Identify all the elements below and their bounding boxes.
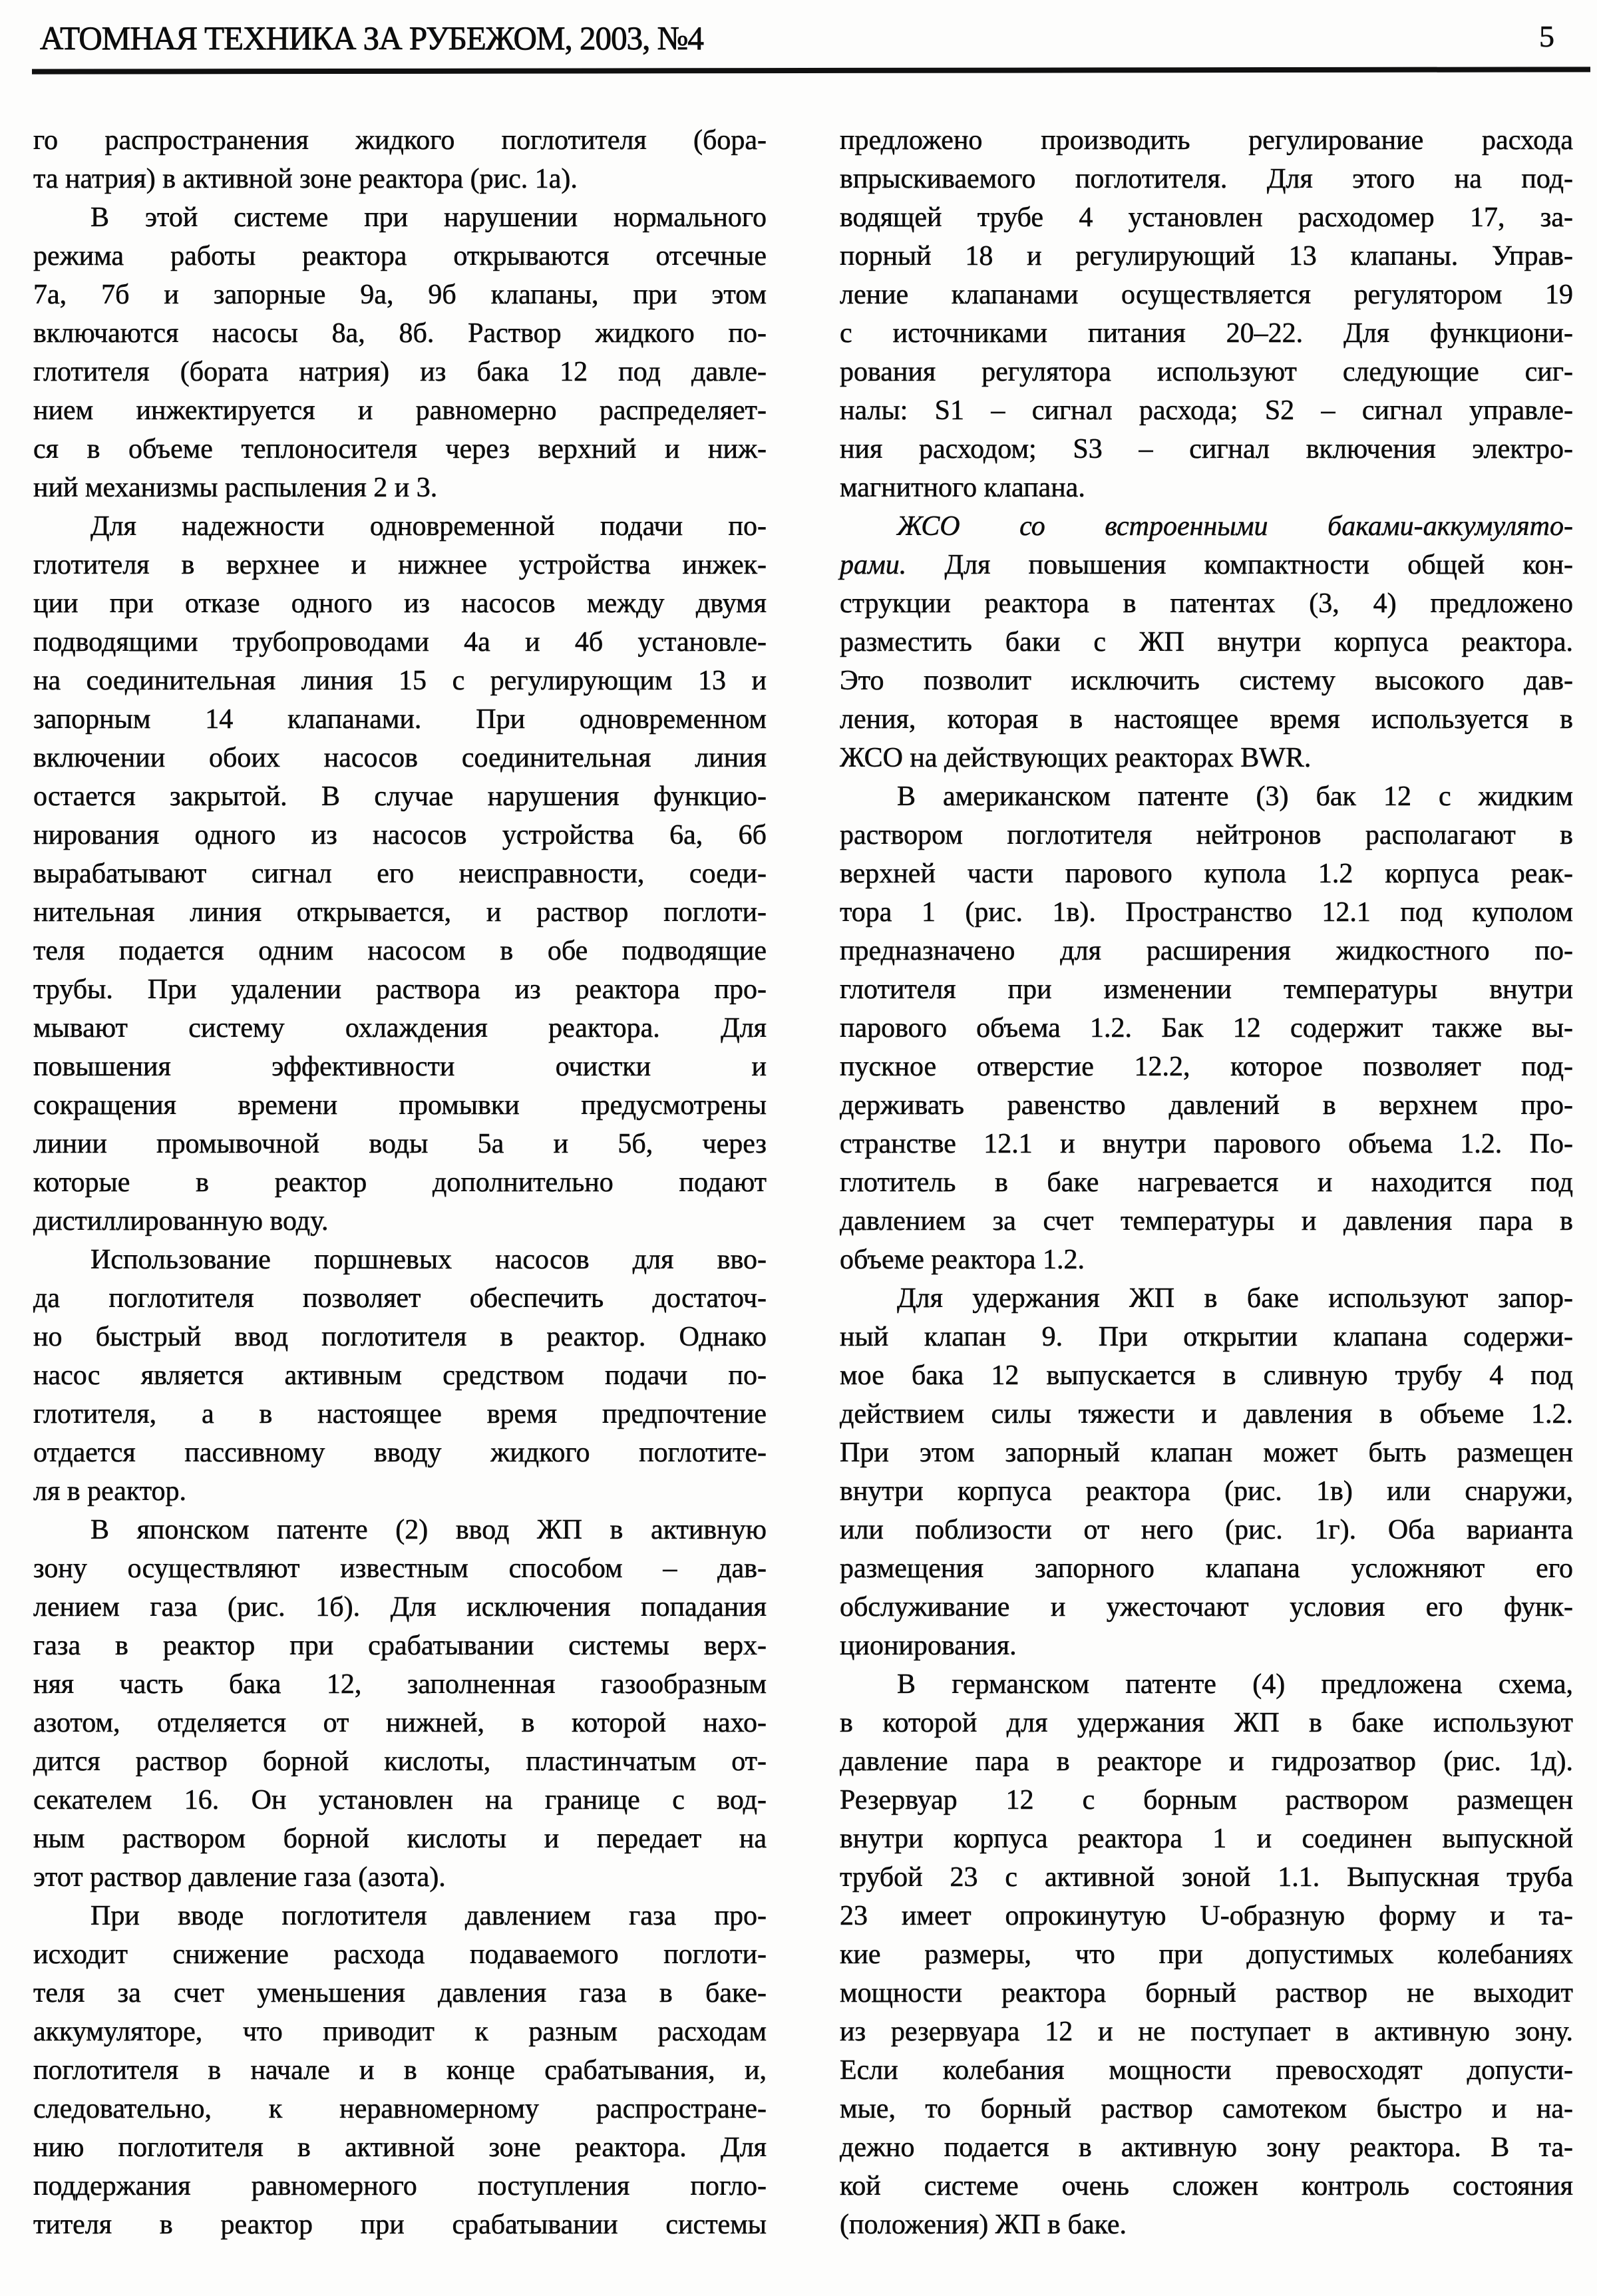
text-line: аккумуляторе, что приводит к разным расходам [33, 2016, 767, 2047]
text-line: мощности реактора борный раствор не выходит [840, 1978, 1573, 2009]
text-line: ный клапан 9. При открытии клапана содержи- [840, 1322, 1573, 1352]
left-column [33, 121, 767, 2244]
text-line: нирования одного из насосов устройства 6а, 6б [33, 820, 767, 851]
header-rule [32, 67, 1590, 74]
text-line: налы: S1 – сигнал расхода; S2 – сигнал управле- [840, 395, 1573, 426]
text-line: предложено производить регулирование расхода [840, 125, 1573, 156]
text-line: впрыскиваемого поглотителя. Для этого на под- [840, 164, 1573, 194]
text-line: В этой системе при нарушении нормального [90, 202, 767, 233]
text-line: парового объема 1.2. Бак 12 содержит также вы- [840, 1013, 1573, 1044]
text-line: Если колебания мощности превосходят допусти- [840, 2055, 1573, 2086]
text-line: тора 1 (рис. 1в). Пространство 12.1 под куполом [840, 897, 1573, 928]
text-line: включении обоих насосов соединительная линия [33, 743, 767, 773]
text-line: давление пара в реакторе и гидрозатвор (рис. 1д). [840, 1746, 1573, 1777]
text-line: трубы. При удалении раствора из реактора про- [33, 974, 767, 1005]
text-line: режима работы реактора открываются отсечные [33, 241, 767, 272]
text-line: ния расходом; S3 – сигнал включения электро- [840, 434, 1573, 465]
text-line: ции при отказе одного из насосов между двумя [33, 588, 767, 619]
text-line: разместить баки с ЖП внутри корпуса реактора. [840, 627, 1573, 658]
text-line: ля в реактор. [33, 1476, 187, 1507]
text-line: остается закрытой. В случае нарушения функцио- [33, 781, 767, 812]
text-line: секателем 16. Он установлен на границе с вод- [33, 1785, 767, 1816]
text-line: которые в реактор дополнительно подают [33, 1167, 767, 1198]
text-line: рования регулятора используют следующие сиг- [840, 357, 1573, 387]
text-line: отдается пассивному вводу жидкого поглотите- [33, 1437, 767, 1468]
text-line: поддержания равномерного поступления погло- [33, 2171, 767, 2201]
text-line: азотом, отделяется от нижней, в которой нахо- [33, 1708, 767, 1738]
text-line: внутри корпуса реактора 1 и соединен выпускной [840, 1823, 1573, 1854]
text-line: теля за счет уменьшения давления газа в баке- [33, 1978, 767, 2009]
text-line: исходит снижение расхода подаваемого поглоти- [33, 1939, 767, 1970]
text-line: давлением за счет температуры и давления пара в [840, 1206, 1573, 1237]
article-body [33, 121, 1573, 2244]
text-line: или поблизости от него (рис. 1г). Оба варианта [840, 1515, 1573, 1545]
text-line: глотитель в баке нагревается и находится под [840, 1167, 1573, 1198]
text-line: Резервуар 12 с борным раствором размещен [840, 1785, 1573, 1816]
text-line: Это позволит исключить систему высокого дав- [840, 666, 1573, 696]
text-line: Использование поршневых насосов для вво- [90, 1244, 767, 1275]
text-line: насос является активным средством подачи по- [33, 1360, 767, 1391]
text-line: глотителя при изменении температуры внутри [840, 974, 1573, 1005]
text-line: обслуживание и ужесточают условия его функ- [840, 1592, 1573, 1623]
text-line: линии промывочной воды 5а и 5б, через [33, 1129, 767, 1159]
text-line: тителя в реактор при срабатывании системы [33, 2209, 767, 2240]
text-line: нию поглотителя в активной зоне реактора. Для [33, 2132, 767, 2163]
text-line: держивать равенство давлений в верхнем про- [840, 1090, 1573, 1121]
text-line: Для надежности одновременной подачи по- [90, 511, 767, 542]
text-line: действием силы тяжести и давления в объеме 1.2. [840, 1399, 1573, 1430]
text-line: дистиллированную воду. [33, 1206, 329, 1237]
text-line: трубой 23 с активной зоной 1.1. Выпускная труба [840, 1862, 1573, 1893]
text-line: водящей трубе 4 установлен расходомер 17, за- [840, 202, 1573, 233]
text-line: ление клапанами осуществляется регулятором 19 [840, 280, 1573, 310]
text-line: кой системе очень сложен контроль состояния [840, 2171, 1573, 2201]
text-line: включаются насосы 8а, 8б. Раствор жидкого по- [33, 318, 767, 349]
text-line: При этом запорный клапан может быть размещен [840, 1437, 1573, 1468]
text-line: глотителя (бората натрия) из бака 12 под давле- [33, 357, 767, 387]
text-line: дежно подается в активную зону реактора. В та- [840, 2132, 1573, 2163]
text-line: мое бака 12 выпускается в сливную трубу 4 под [840, 1360, 1573, 1391]
text-line: няя часть бака 12, заполненная газообразным [33, 1669, 767, 1700]
text-line: мые, то борный раствор самотеком быстро и на- [840, 2094, 1573, 2124]
text-line: зону осуществляют известным способом – дав- [33, 1553, 767, 1584]
text-line: внутри корпуса реактора (рис. 1в) или снаружи, [840, 1476, 1573, 1507]
text-line: с источниками питания 20–22. Для функциони- [840, 318, 1573, 349]
text-line: лением газа (рис. 1б). Для исключения попадания [33, 1592, 767, 1623]
text-line: верхней части парового купола 1.2 корпуса реак- [840, 859, 1573, 889]
text-line: рами. Для повышения компактности общей кон- [840, 550, 1573, 580]
text-line: следовательно, к неравномерному распростране- [33, 2094, 767, 2124]
text-line: го распространения жидкого поглотителя (бора- [33, 125, 767, 156]
text-line: магнитного клапана. [840, 473, 1085, 503]
text-line: на соединительная линия 15 с регулирующим 13 и [33, 666, 767, 696]
text-line: кие размеры, что при допустимых колебаниях [840, 1939, 1573, 1970]
text-line: ся в объеме теплоносителя через верхний и ниж- [33, 434, 767, 465]
text-line: порный 18 и регулирующий 13 клапаны. Управ- [840, 241, 1573, 272]
text-line: глотителя в верхнее и нижнее устройства инжек- [33, 550, 767, 580]
page-header [40, 19, 1562, 57]
text-line: нительная линия открывается, и раствор поглоти- [33, 897, 767, 928]
text-line: объеме реактора 1.2. [840, 1244, 1085, 1275]
text-line: В германском патенте (4) предложена схема, [897, 1669, 1573, 1700]
text-line: пускное отверстие 12.2, которое позволяет под- [840, 1052, 1573, 1082]
text-line: раствором поглотителя нейтронов располагают в [840, 820, 1573, 851]
text-line: подводящими трубопроводами 4а и 4б установле- [33, 627, 767, 658]
text-line: поглотителя в начале и в конце срабатывания, и, [33, 2055, 767, 2086]
text-line: предназначено для расширения жидкостного по- [840, 936, 1573, 966]
text-line: ЖСО на действующих реакторах BWR. [840, 743, 1312, 773]
text-line: мывают систему охлаждения реактора. Для [33, 1013, 767, 1044]
text-line: та натрия) в активной зоне реактора (рис. 1а). [33, 164, 578, 194]
text-line: вырабатывают сигнал его неисправности, соеди- [33, 859, 767, 889]
text-line: струкции реактора в патентах (3, 4) предложено [840, 588, 1573, 619]
text-line: ным раствором борной кислоты и передает на [33, 1823, 767, 1854]
text-line: в которой для удержания ЖП в баке используют [840, 1708, 1573, 1738]
text-line: размещения запорного клапана усложняют его [840, 1553, 1573, 1584]
text-line: запорным 14 клапанами. При одновременном [33, 704, 767, 735]
text-line: странстве 12.1 и внутри парового объема 1.2. По- [840, 1129, 1573, 1159]
text-line: В американском патенте (3) бак 12 с жидким [897, 781, 1573, 812]
text-line: из резервуара 12 и не поступает в активную зону. [840, 2016, 1573, 2047]
text-line: При вводе поглотителя давлением газа про- [90, 1901, 767, 1931]
text-line: сокращения времени промывки предусмотрены [33, 1090, 767, 1121]
text-line: да поглотителя позволяет обеспечить достаточ- [33, 1283, 767, 1314]
text-line: ЖСО со встроенными баками-аккумулято- [897, 511, 1573, 542]
text-line: 7а, 7б и запорные 9а, 9б клапаны, при этом [33, 280, 767, 310]
text-line: газа в реактор при срабатывании системы верх- [33, 1630, 767, 1661]
journal-title: АТОМНАЯ ТЕХНИКА ЗА РУБЕЖОМ, 2003, №4 [40, 19, 703, 57]
right-column [840, 121, 1573, 2244]
text-line: ний механизмы распыления 2 и 3. [33, 473, 438, 503]
text-line: нием инжектируется и равномерно распределяет- [33, 395, 767, 426]
text-line: 23 имеет опрокинутую U-образную форму и та- [840, 1901, 1573, 1931]
text-line: теля подается одним насосом в обе подводящие [33, 936, 767, 966]
text-line: Для удержания ЖП в баке используют запор- [897, 1283, 1573, 1314]
text-line: но быстрый ввод поглотителя в реактор. Однако [33, 1322, 767, 1352]
text-line: этот раствор давление газа (азота). [33, 1862, 446, 1893]
text-line: ционирования. [840, 1630, 1017, 1661]
text-line: глотителя, а в настоящее время предпочтение [33, 1399, 767, 1430]
page-number: 5 [1539, 19, 1554, 53]
text-line: В японском патенте (2) ввод ЖП в активную [90, 1515, 767, 1545]
text-line: дится раствор борной кислоты, пластинчатым от- [33, 1746, 767, 1777]
text-line: ления, которая в настоящее время используется в [840, 704, 1573, 735]
text-line: повышения эффективности очистки и [33, 1052, 767, 1082]
text-line: (положения) ЖП в баке. [840, 2209, 1127, 2240]
